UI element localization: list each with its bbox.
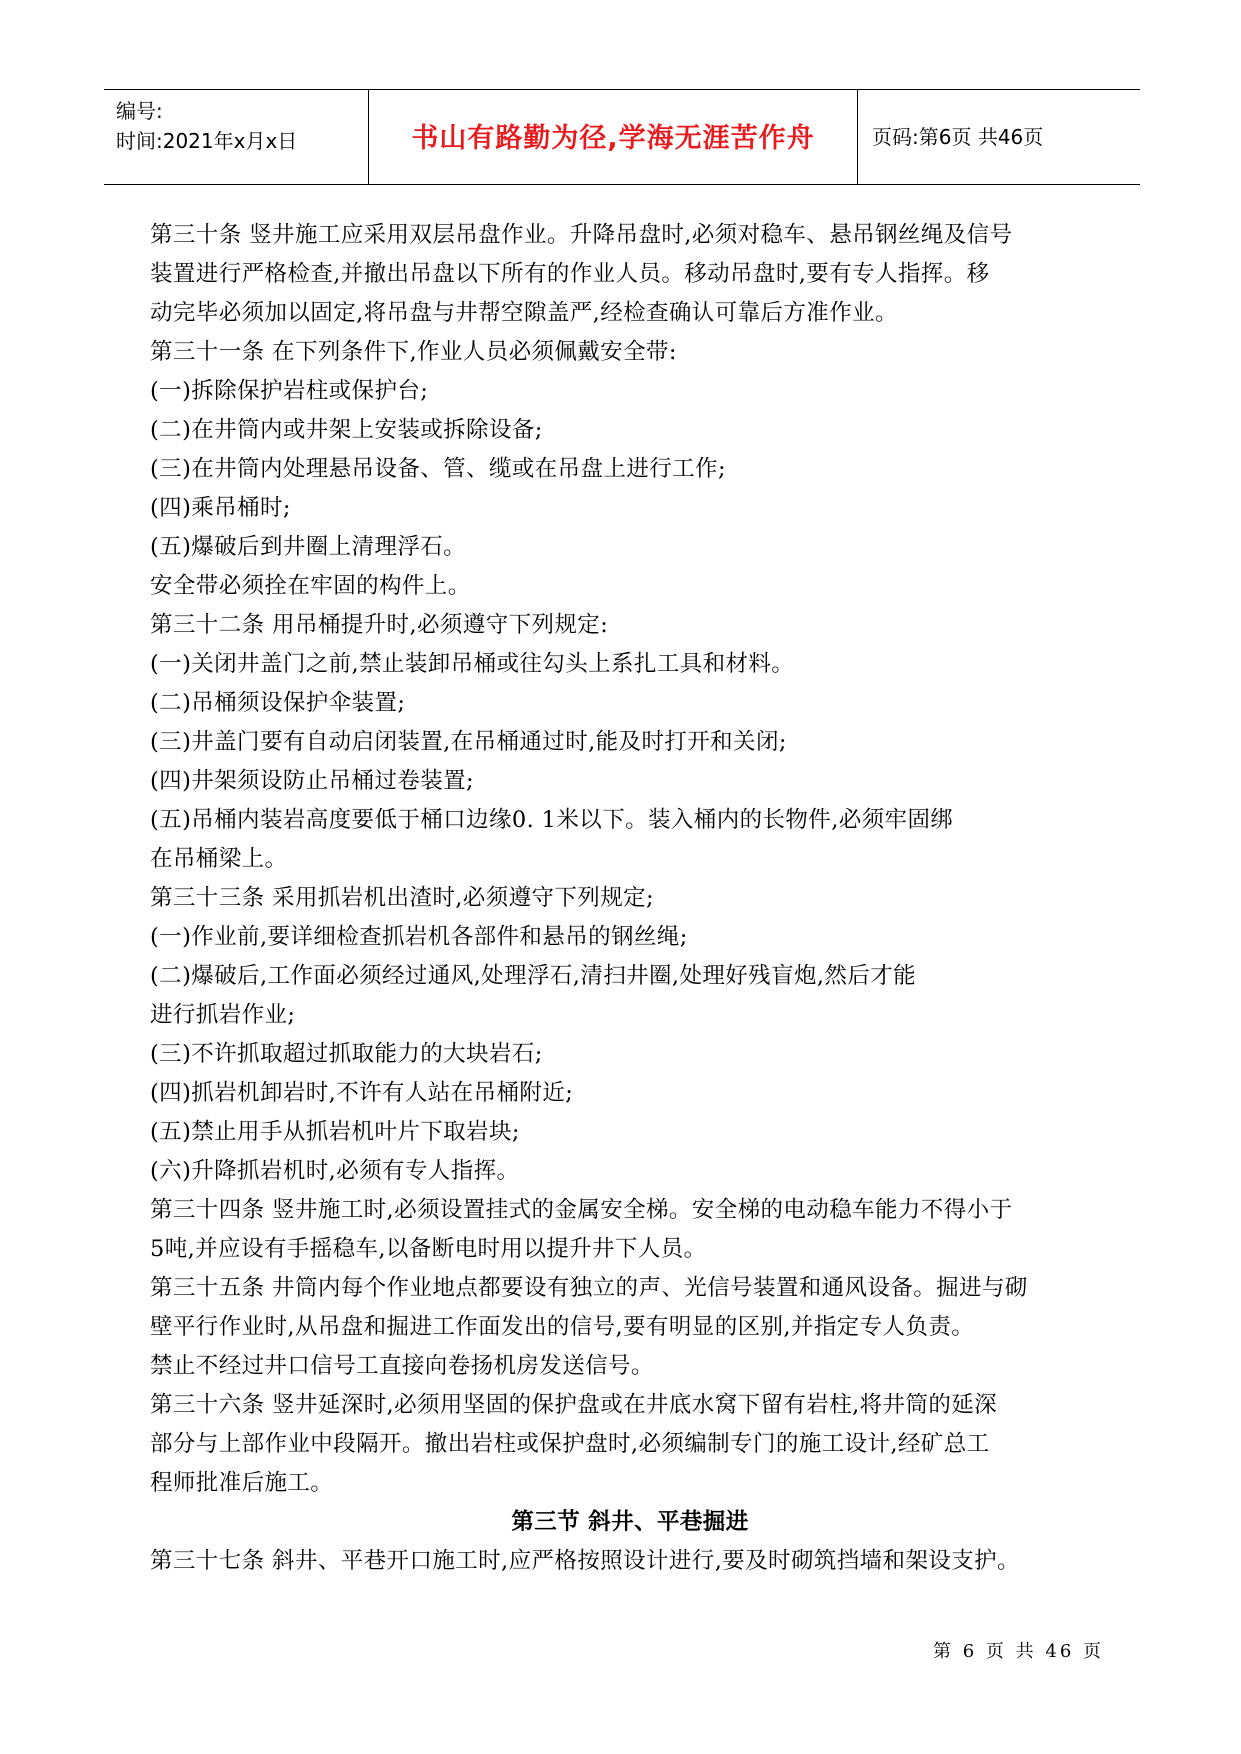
header-divider (857, 90, 858, 184)
body-line: (一)作业前,要详细检查抓岩机各部件和悬吊的钢丝绳; (150, 924, 688, 950)
section-heading: 第三节 斜井、平巷掘进 (511, 1509, 749, 1535)
body-line: 在吊桶梁上。 (150, 846, 288, 872)
header-page-number: 页码:第6页 共46页 (872, 125, 1044, 149)
body-line: 壁平行作业时,从吊盘和掘进工作面发出的信号,要有明显的区别,并指定专人负责。 (150, 1314, 975, 1340)
page-header (104, 89, 1140, 185)
body-line: 第三十七条 斜井、平巷开口施工时,应严格按照设计进行,要及时砌筑挡墙和架设支护。 (150, 1548, 1020, 1574)
body-line: (四)抓岩机卸岩时,不许有人站在吊桶附近; (150, 1080, 574, 1106)
body-line: 第三十五条 井筒内每个作业地点都要设有独立的声、光信号装置和通风设备。掘进与砌 (150, 1275, 1028, 1301)
body-line: 第三十条 竖井施工应采用双层吊盘作业。升降吊盘时,必须对稳车、悬吊钢丝绳及信号 (150, 222, 1013, 248)
body-line: (二)吊桶须设保护伞装置; (150, 690, 406, 716)
header-divider (368, 90, 369, 184)
body-line: 5吨,并应设有手摇稳车,以备断电时用以提升井下人员。 (150, 1236, 707, 1262)
document-body (150, 216, 1110, 1581)
body-line: (四)井架须设防止吊桶过卷装置; (150, 768, 475, 794)
header-meta (116, 96, 356, 156)
body-line: (五)吊桶内装岩高度要低于桶口边缘0. 1米以下。装入桶内的长物件,必须牢固绑 (150, 807, 954, 833)
body-line: 装置进行严格检查,并撤出吊盘以下所有的作业人员。移动吊盘时,要有专人指挥。移 (150, 261, 990, 287)
body-line: 进行抓岩作业; (150, 1002, 296, 1028)
body-line: 动完毕必须加以固定,将吊盘与井帮空隙盖严,经检查确认可靠后方准作业。 (150, 300, 898, 326)
body-line: (五)爆破后到井圈上清理浮石。 (150, 534, 467, 560)
body-line: 第三十四条 竖井施工时,必须设置挂式的金属安全梯。安全梯的电动稳车能力不得小于 (150, 1197, 1013, 1223)
body-line: 第三十一条 在下列条件下,作业人员必须佩戴安全带: (150, 339, 677, 365)
body-line: 禁止不经过井口信号工直接向卷扬机房发送信号。 (150, 1353, 654, 1379)
body-line: 程师批准后施工。 (150, 1470, 334, 1496)
body-line: 第三十六条 竖井延深时,必须用坚固的保护盘或在井底水窝下留有岩柱,将井筒的延深 (150, 1392, 998, 1418)
body-line: 第三十二条 用吊桶提升时,必须遵守下列规定: (150, 612, 609, 638)
body-line: (六)升降抓岩机时,必须有专人指挥。 (150, 1158, 520, 1184)
body-line: (三)井盖门要有自动启闭装置,在吊桶通过时,能及时打开和关闭; (150, 729, 787, 755)
body-line: 第三十三条 采用抓岩机出渣时,必须遵守下列规定; (150, 885, 654, 911)
header-motto: 书山有路勤为径,学海无涯苦作舟 (411, 123, 815, 154)
body-line: 安全带必须拴在牢固的构件上。 (150, 573, 471, 599)
body-line: (二)爆破后,工作面必须经过通风,处理浮石,清扫井圈,处理好残盲炮,然后才能 (150, 963, 917, 989)
body-line: 部分与上部作业中段隔开。撤出岩柱或保护盘时,必须编制专门的施工设计,经矿总工 (150, 1431, 990, 1457)
body-line: (一)关闭井盖门之前,禁止装卸吊桶或往勾头上系扎工具和材料。 (150, 651, 795, 677)
body-line: (四)乘吊桶时; (150, 495, 291, 521)
body-line: (三)在井筒内处理悬吊设备、管、缆或在吊盘上进行工作; (150, 456, 726, 482)
body-line: (一)拆除保护岩柱或保护台; (150, 378, 429, 404)
body-line: (三)不许抓取超过抓取能力的大块岩石; (150, 1041, 543, 1067)
body-line: (二)在井筒内或井架上安装或拆除设备; (150, 417, 543, 443)
document-time-label: 时间:2021年x月x日 (116, 129, 298, 153)
body-line: (五)禁止用手从抓岩机叶片下取岩块; (150, 1119, 520, 1145)
document-number-label: 编号: (116, 99, 163, 123)
page-footer: 第 6 页 共 46 页 (933, 1641, 1104, 1662)
